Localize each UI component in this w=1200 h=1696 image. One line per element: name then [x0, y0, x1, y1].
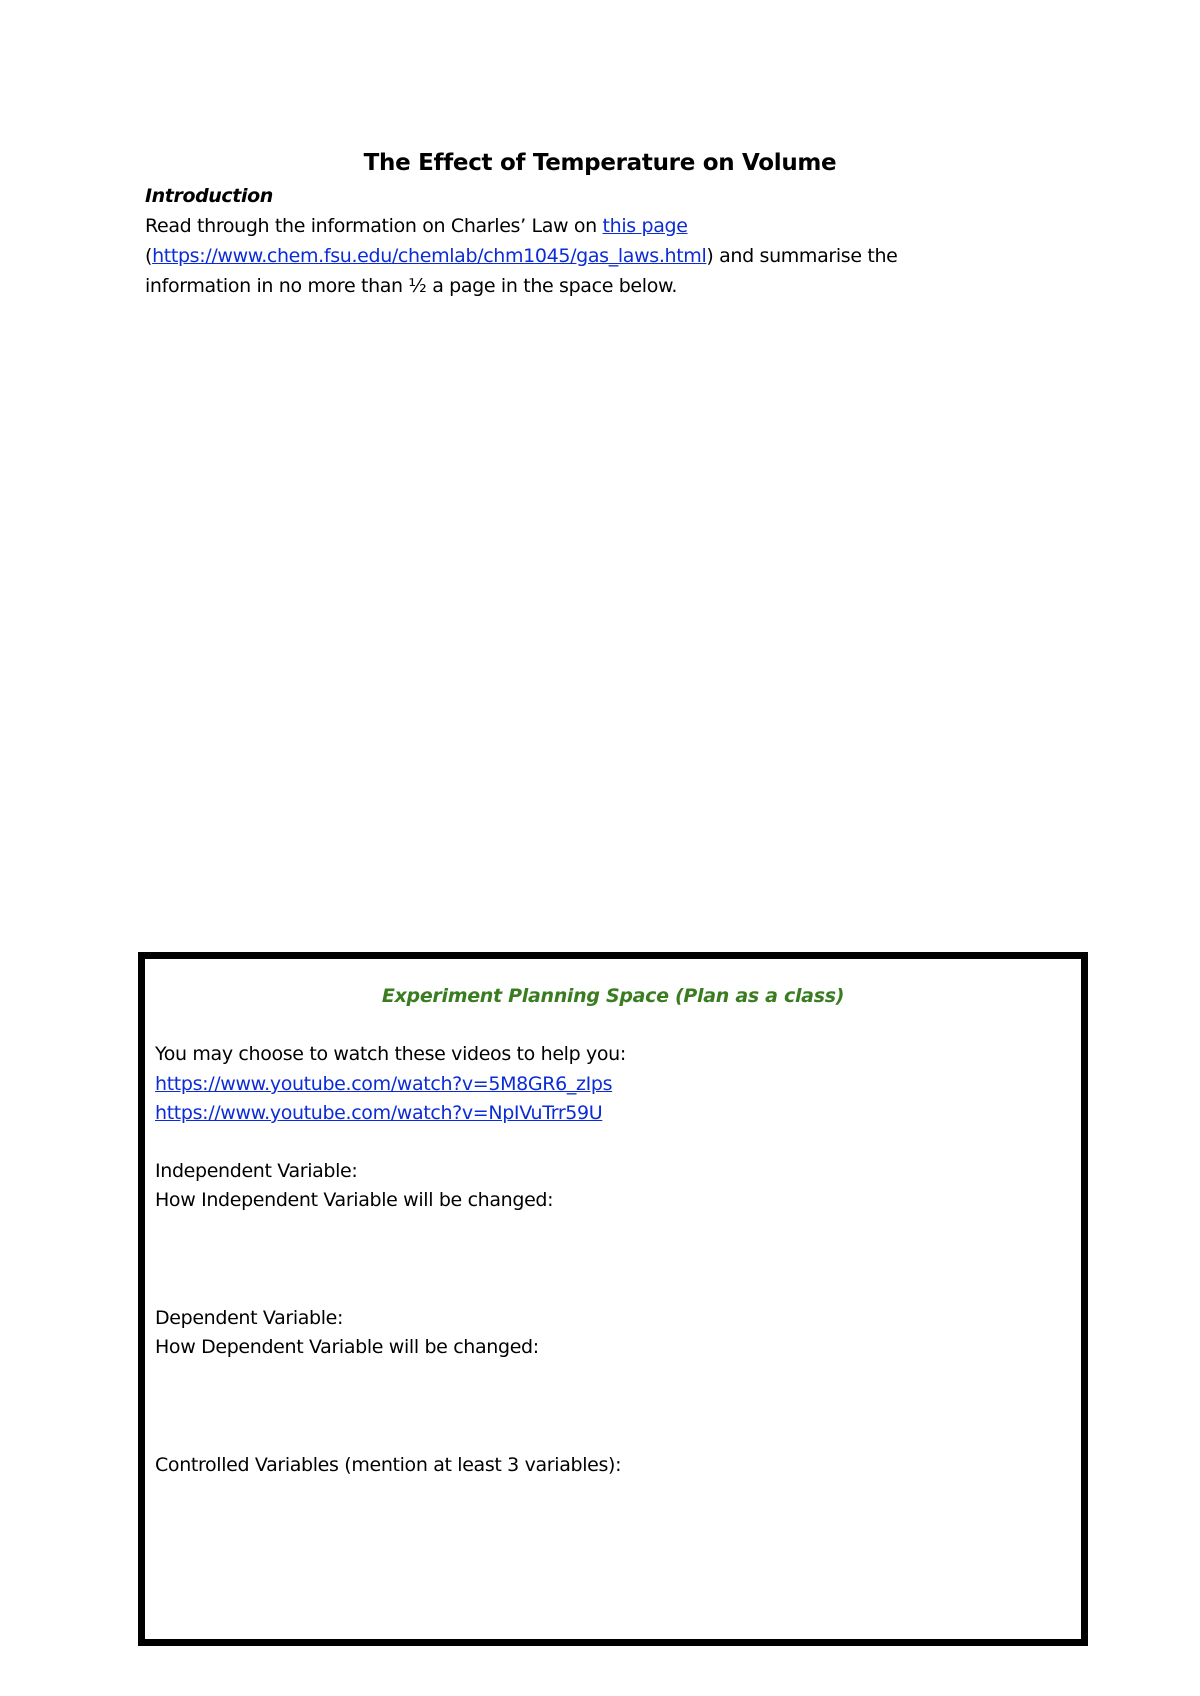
- intro-line-2: [145, 241, 1025, 271]
- this-page-link[interactable]: this page: [602, 215, 688, 237]
- dependent-change-label: How Dependent Variable will be changed:: [155, 1336, 539, 1358]
- intro-line-1: [145, 211, 1025, 241]
- independent-change-label: How Independent Variable will be changed:: [155, 1189, 554, 1211]
- intro-line-2-suffix: ) and summarise the: [706, 245, 898, 267]
- videos-prompt: You may choose to watch these videos to help you:: [155, 1043, 626, 1065]
- intro-line-3: information in no more than ½ a page in the space below.: [145, 275, 678, 297]
- introduction-paragraph: [145, 211, 1025, 301]
- youtube-video-link-1[interactable]: https://www.youtube.com/watch?v=5M8GR6_zIps: [155, 1073, 613, 1095]
- introduction-heading: Introduction: [145, 185, 273, 207]
- page-title: The Effect of Temperature on Volume: [363, 150, 837, 176]
- intro-line-2-open: (: [145, 245, 153, 267]
- intro-line-1-text: Read through the information on Charles’ Law on: [145, 215, 603, 237]
- controlled-variables-label: Controlled Variables (mention at least 3 variables):: [155, 1454, 622, 1476]
- gas-laws-url-link[interactable]: https://www.chem.fsu.edu/chemlab/chm1045/gas_laws.html: [152, 245, 707, 267]
- planning-box-title: Experiment Planning Space (Plan as a class): [381, 985, 845, 1007]
- experiment-planning-box: [138, 952, 1088, 1646]
- youtube-video-link-2[interactable]: https://www.youtube.com/watch?v=NpIVuTrr59U: [155, 1102, 603, 1124]
- independent-variable-label: Independent Variable:: [155, 1160, 358, 1182]
- dependent-variable-label: Dependent Variable:: [155, 1307, 344, 1329]
